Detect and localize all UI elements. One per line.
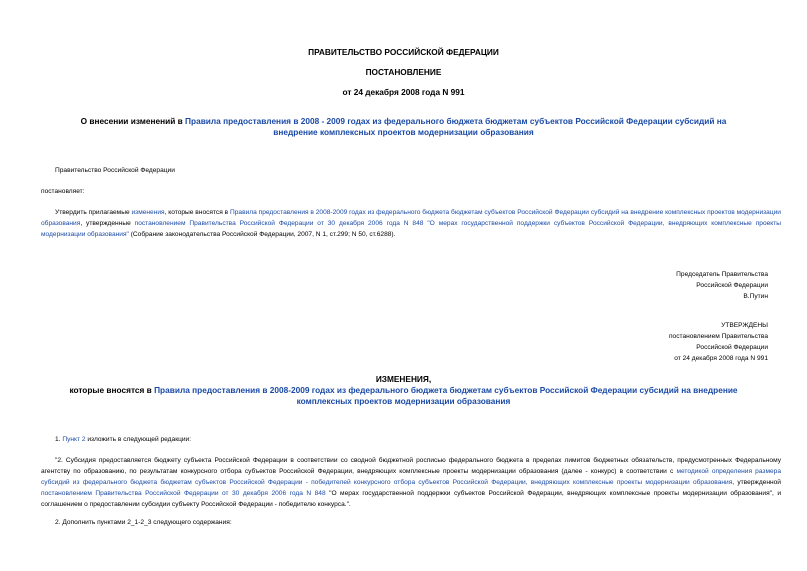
item-2: 2. Дополнить пунктами 2_1-2_3 следующего содержания:	[55, 519, 232, 526]
signature-block	[500, 269, 768, 302]
rules-2008-link[interactable]: Правила предоставления в 2008-2009 годах из федерального бюджета бюджетам субъектов Российской Федерации субсидий на внедрение комплексных проектов модернизации образования	[41, 209, 781, 227]
quoted-paragraph	[41, 455, 781, 510]
document-title	[0, 116, 807, 138]
document-date: от 24 декабря 2008 года N 991	[342, 87, 465, 97]
signature-name: В.Путин	[743, 293, 768, 300]
approved-date: от 24 декабря 2008 года N 991	[674, 355, 768, 362]
document-type: ПОСТАНОВЛЕНИЕ	[365, 67, 442, 77]
rules-link-cont[interactable]: внедрение комплексных проектов модернизации образования	[273, 127, 534, 137]
p1-text-a: Утвердить прилагаемые	[55, 209, 132, 216]
p1-text-b: , которые вносятся в	[164, 209, 230, 216]
resolution-848-link[interactable]: постановлением Правительства Российской Федерации от 30 декабря 2006 года N 848 "О мерах государственной поддержки субъектов Российской Федерации, внедряющих комплексные проекты модернизации образования"	[41, 220, 781, 238]
changes-subtitle	[0, 385, 807, 407]
item-1-number: 1.	[55, 436, 63, 443]
p1-text-c: , утвержденные	[80, 220, 135, 227]
paragraph-approve	[41, 207, 781, 240]
item-1-text: изложить в следующей редакции:	[85, 436, 192, 443]
decides-text: постановляет:	[41, 188, 85, 195]
methodology-link[interactable]: методикой определения размера субсидий из федерального бюджета бюджетам субъектов Российской Федерации - победителей конкурсного отбора субъектов Российской Федерации, внедряющих комплексные проекты модернизации образования	[41, 468, 781, 486]
quote-text-c: "О мерах государственной поддержки субъектов Российской Федерации, внедряющих комплексные проекты модернизации образования", и соглашением о предоставлении субсидии субъекту Российской Федерации - победителю конкурса.".	[41, 490, 782, 508]
p1-text-d: (Собрание законодательства Российской Федерации, 2007, N 1, ст.299; N 50, ст.6288).	[128, 231, 396, 238]
approved-block	[500, 320, 768, 364]
changes-sub-prefix: которые вносятся в	[69, 385, 155, 395]
resolution-848-link-2[interactable]: постановлением Правительства Российской Федерации от 30 декабря 2006 года N 848	[41, 490, 326, 497]
approved-org: Российской Федерации	[696, 344, 768, 351]
issuer-text: Правительство Российской Федерации	[55, 167, 175, 174]
changes-rules-link[interactable]: Правила предоставления в 2008-2009 годах из федерального бюджета бюджетам субъектов Российской Федерации субсидий на внедрение	[154, 385, 738, 395]
changes-title: ИЗМЕНЕНИЯ,	[375, 374, 432, 384]
changes-rules-link-cont[interactable]: комплексных проектов модернизации образования	[296, 396, 511, 406]
item-1	[55, 434, 191, 445]
point-2-link[interactable]: Пункт 2	[62, 436, 86, 443]
title-prefix: О внесении изменений в	[80, 116, 186, 126]
changes-link[interactable]: изменения	[131, 209, 165, 216]
approved-label: УТВЕРЖДЕНЫ	[721, 322, 768, 329]
government-heading: ПРАВИТЕЛЬСТВО РОССИЙСКОЙ ФЕДЕРАЦИИ	[308, 47, 499, 57]
quote-text-a: "2. Субсидия предоставляется бюджету субъекта Российской Федерации в соответствии со сводной бюджетной росписью федерального бюджета в пределах лимитов бюджетных обязательств, предусмотренных Федеральному агентству по образованию, по результатам конкурсного отбора субъектов Российской Федерации, внедряющих комплексные проекты модернизации образования (далее - конкурс) в соответствии с	[41, 457, 781, 475]
signature-position: Председатель Правительства	[676, 271, 768, 278]
quote-text-b: , утвержденной	[732, 479, 781, 486]
rules-link[interactable]: Правила предоставления в 2008 - 2009 годах из федерального бюджета бюджетам субъектов Российской Федерации субсидий на	[185, 116, 727, 126]
approved-by: постановлением Правительства	[668, 333, 768, 340]
signature-org: Российской Федерации	[696, 282, 768, 289]
